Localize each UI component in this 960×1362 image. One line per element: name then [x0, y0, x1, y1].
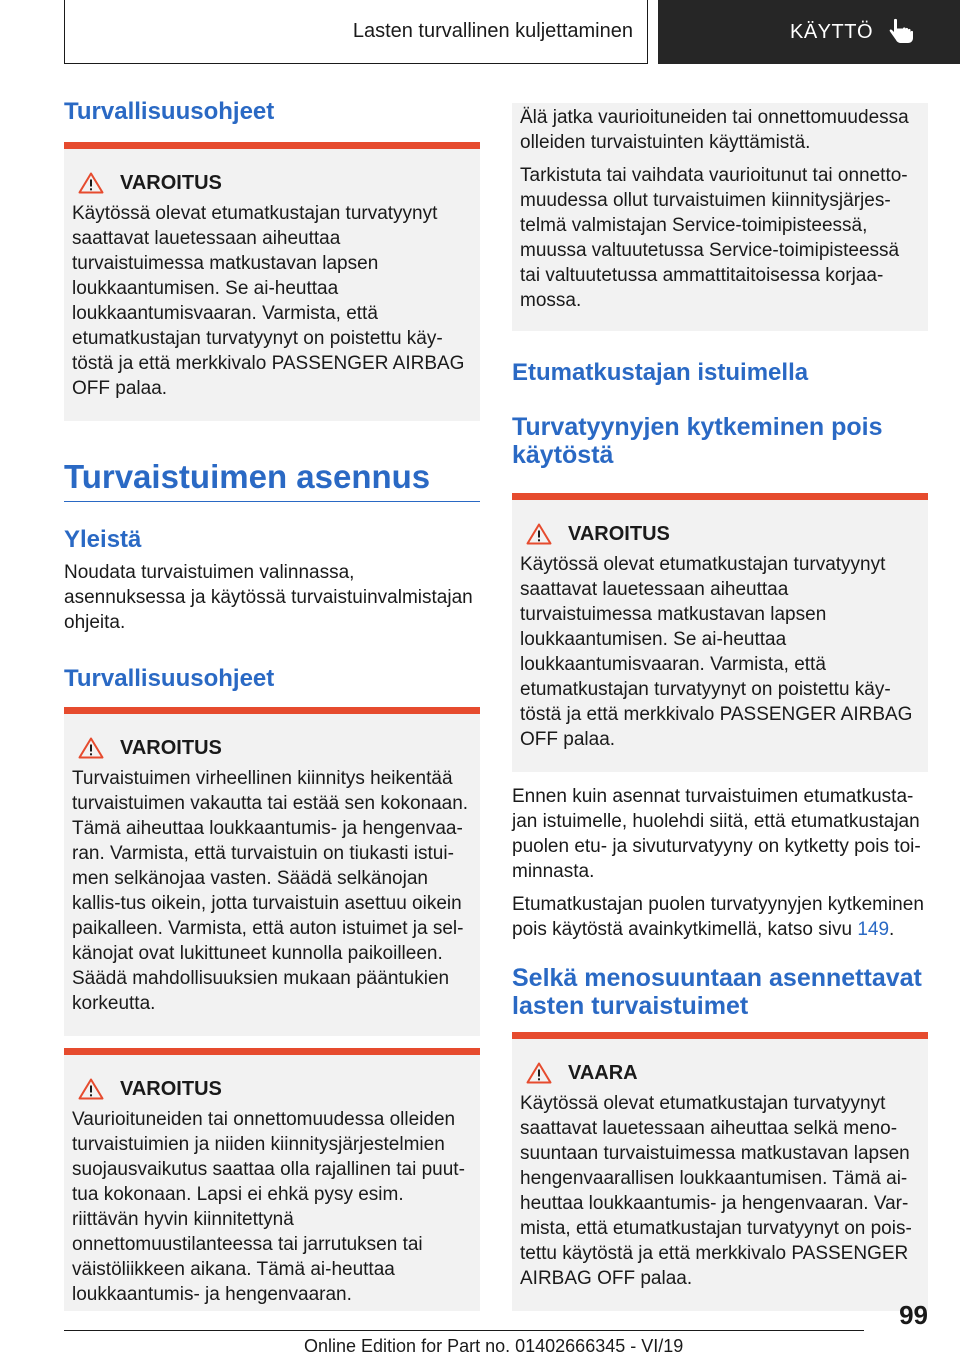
chapter-tab[interactable]: [658, 0, 960, 64]
warning-triangle-icon: [78, 1078, 104, 1100]
warning-box: [64, 707, 480, 1036]
body-text: Etumatkustajan puolen turvatyynyjen kytkeminen pois käytöstä avainkytkimellä, katso sivu 149.: [512, 894, 924, 940]
warning-text: Älä jatka vaurioituneiden tai onnettomuudessa olleiden turvaistuinten käyttämistä.: [520, 107, 909, 153]
warning-box: [64, 1048, 480, 1311]
warning-title: VAROITUS: [72, 1075, 472, 1103]
page-reference-link[interactable]: 149: [857, 919, 890, 940]
danger-box: [512, 1032, 928, 1311]
heading-turvatyynyjen-kytkeminen: Turvatyynyjen kytkeminen pois käytöstä: [512, 413, 883, 469]
warning-text: Tarkistuta tai vaihdata vaurioitunut tai onnetto-muudessa ollut turvaistuimen kiinnitysjärjes-telmä valmistajan Service-toimipisteessä, muussa valtuutetussa Service-toimipisteessä tai valtuutetussa ammattitaitoisessa korjaa-mossa.: [520, 165, 908, 311]
warning-triangle-icon: [526, 523, 552, 545]
warning-text: Vaurioituneiden tai onnettomuudessa olleiden turvaistuimien ja niiden kiinnitysjärjestelmien suojausvaikutus saattaa olla rajallinen tai puut-tua kokonaan. Lapsi ei ehkä pysy esim. riittävän hyvin kiinnitettynä onnettomuustilanteessa tai jarrutuksen tai väistöliikkeen aikana. Tämä ai-heuttaa loukkaantumis- ja hengenvaaran.: [72, 1109, 465, 1305]
warning-title: VAROITUS: [72, 734, 472, 762]
heading-turvaistuimen-asennus: Turvaistuimen asennus: [64, 457, 480, 502]
heading-turvallisuusohjeet: Turvallisuusohjeet: [64, 98, 275, 125]
heading-selka-menosuuntaan: Selkä menosuuntaan asennettavat lasten turvaistuimet: [512, 964, 922, 1020]
danger-text: Käytössä olevat etumatkustajan turvatyynyt saattavat lauetessaan aiheuttaa selkä meno-suuntaan turvaistuimessa matkustavan lapsen hengenvaarallisen loukkaantumisen. Tämä ai-heuttaa loukkaantumis- ja hengenvaaran. Var-mista, että etumatkustajan turvatyynyt on pois-tettu käytöstä ja että merkkivalo PASSENGER AIRBAG OFF palaa.: [520, 1093, 912, 1289]
section-title: Lasten turvallinen kuljettaminen: [352, 20, 633, 42]
warning-box: [64, 142, 480, 421]
warning-triangle-icon: [526, 1062, 552, 1084]
right-column: [512, 103, 928, 1311]
danger-title: VAARA: [520, 1059, 920, 1087]
edition-text: Online Edition for Part no. 01402666345 - VI/19: [304, 1336, 684, 1356]
hand-pointer-icon: [889, 18, 915, 46]
warning-triangle-icon: [78, 737, 104, 759]
heading-yleista: Yleistä: [64, 526, 142, 553]
warning-box: [512, 493, 928, 772]
page-number: 99: [899, 1300, 928, 1330]
warning-box-continued: [512, 103, 928, 331]
warning-title: VAROITUS: [520, 520, 920, 548]
heading-turvallisuusohjeet-2: Turvallisuusohjeet: [64, 665, 275, 692]
left-column: [64, 98, 480, 1311]
chapter-title: KÄYTTÖ: [790, 20, 874, 43]
section-header: [64, 0, 648, 64]
warning-text: Turvaistuimen virheellinen kiinnitys heikentää turvaistuimen vakautta tai estää sen kokonaan. Tämä aiheuttaa loukkaantumis- ja hengenvaa-ran. Varmista, että turvaistuin on tiukasti istui-men selkänojaa vasten. Säädä selkänojan kallis-tus oikein, jotta turvaistuin asettuu oikein paikalleen. Varmista, että auton istuimet ja sel-känojat ovat lukittuneet kunnolla paikoilleen. Säädä mahdollisuuksien mukaan pääntukien korkeutta.: [72, 768, 469, 1014]
warning-text: Käytössä olevat etumatkustajan turvatyynyt saattavat lauetessaan aiheuttaa turvaistuimessa matkustavan lapsen loukkaantumisen. Se ai-heuttaa loukkaantumisvaaran. Varmista, että etumatkustajan turvatyynyt on poistettu käy-töstä ja että merkkivalo PASSENGER AIRBAG OFF palaa.: [72, 203, 465, 399]
body-text: Ennen kuin asennat turvaistuimen etumatkusta-jan istuimelle, huolehdi siitä, että etumatkustajan puolen etu- ja sivuturvatyyny on kytketty pois toi-minnasta.: [512, 786, 921, 882]
warning-triangle-icon: [78, 172, 104, 194]
heading-etumatkustajan-istuimella: Etumatkustajan istuimella: [512, 359, 809, 386]
footer-divider: [64, 1330, 864, 1331]
yleista-text: Noudata turvaistuimen valinnassa, asennuksessa ja käytössä turvaistuinvalmistajan ohjeita.: [64, 562, 473, 633]
warning-text: Käytössä olevat etumatkustajan turvatyynyt saattavat lauetessaan aiheuttaa turvaistuimessa matkustavan lapsen loukkaantumisen. Se ai-heuttaa loukkaantumisvaaran. Varmista, että etumatkustajan turvatyynyt on poistettu käy-töstä ja että merkkivalo PASSENGER AIRBAG OFF palaa.: [520, 554, 913, 750]
warning-title: VAROITUS: [72, 169, 472, 197]
